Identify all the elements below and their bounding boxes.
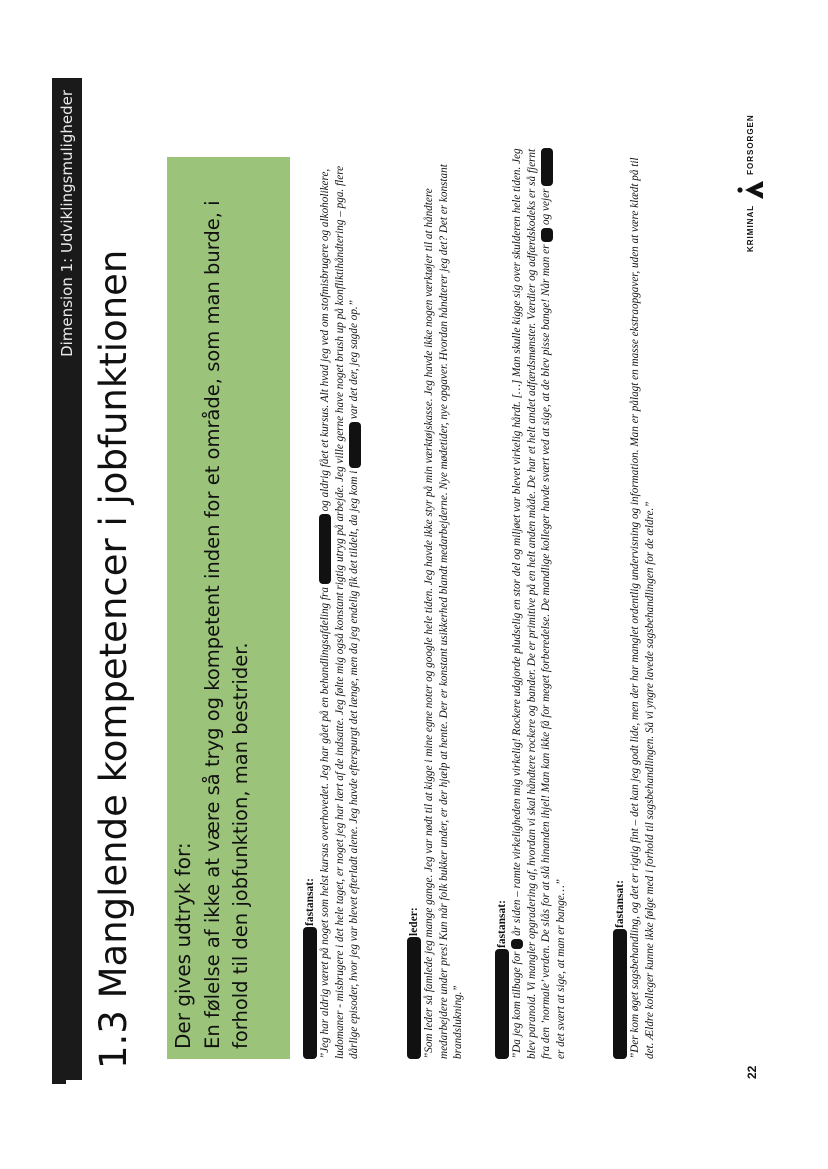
quote-2-role: leder: <box>406 139 422 1059</box>
summary-box <box>167 157 290 1059</box>
summary-statement: En følelse af ikke at være så tryg og kompetent inden for et område, som man burde, i forhold til den jobfunktion, man bestrider. <box>201 200 252 1049</box>
quote-3-role: fastansat: <box>494 139 510 1059</box>
redaction <box>613 929 627 1059</box>
kriminalforsorgen-logo <box>736 114 764 252</box>
quote-1-role: fastansat: <box>302 139 318 1059</box>
redaction <box>495 949 509 1059</box>
redaction <box>407 937 421 1059</box>
redaction <box>541 228 553 242</box>
quote-4-role: fastansat: <box>612 139 628 1059</box>
logo-emblem-icon <box>736 178 764 202</box>
logo-text-right: FORSORGEN <box>745 114 755 175</box>
redaction <box>349 422 361 468</box>
header-dimension-label: Dimension 1: Udviklingsmuligheder <box>58 90 76 357</box>
logo-text-left: KRIMINAL <box>745 204 755 252</box>
quote-1-text: ”Jeg har aldrig været på noget som helst kursus overhovedet. Jeg har gået på en behandlingsafdeling fra og aldrig fået et kursus. Alt hvad jeg ved om stofmisbrugere og alkoholikere, ludomaner - misbrugere i det hele taget, er noget jeg har lært af de indsatte. Jeg følte mig også konstant rigtig utryg på arbejde. Jeg ville gerne have noget brush up på konfliktihåndtering – pga. flere dårlige episoder, hvor jeg var blevet efterladt alene. Jeg havde efterspurgt det længe, men da jeg endelig fik det tildelt, da jeg kom i var det der, jeg sagde op.” <box>319 165 361 1059</box>
redaction <box>319 514 331 584</box>
redaction <box>303 927 317 1059</box>
page-number: 22 <box>745 1065 759 1079</box>
redaction <box>541 148 553 186</box>
quote-3-text: ”Da jeg kom tilbage for år siden – ramte virkeligheden mig virkelig! Rockere udgjorde pludselig en stor del og miljøet var blevet virkelig hårdt. […] Man skulle kigge sig over skulderen hele tiden. Jeg blev paranoid. Vi mangler opgradering af, hvordan vi skal håndtere rockere og bander. De er primitive på en helt anden måde. De har et helt andet adfærdsmønster. Værdier og adfærdskodeks er så fjernt fra den ’normale’ verden. De slås for at slå hinanden ihjel! Man kan ikke få for meget forberedelse. De mandlige kolleger havde svært ved at sige, at de blev pisse bange! Når man er og vejer er det svært at sige, at man er bange…” <box>511 148 567 1059</box>
header-notch <box>66 1080 82 1084</box>
quote-1 <box>302 139 362 1059</box>
redaction <box>511 939 523 949</box>
quote-3 <box>494 139 568 1059</box>
quote-2-text: ”Som leder så famlede jeg mange gange. Jeg var nødt til at kigge i mine egne noter og google hele tiden. Jeg havde ikke styr på min værktøjskasse. Jeg havde ikke nogen værktøjer til at håndtere medarbejdere under pres! Kun når folk bukker under, er der hjælp at hente. Der er konstant usikkerhed blandt medarbejderne. Nye mødetider, nye opgaver. Hvordan håndterer jeg det? Det er konstant brandslukning.” <box>423 164 465 1059</box>
quote-2 <box>406 139 466 1059</box>
quote-4-text: ”Der kom øget sagsbehandling, og det er rigtig fint – det kan jeg godt lide, men der har manglet ordentlig undervisning og information. Man er pålagt en masse ekstraopgaver, uden at være klædt på til det. Ældre kolleger kunne ikke følge med i forhold til sagsbehandlingen. Så vi yngre lavede sagsbehandlingen for de ældre.” <box>629 157 656 1059</box>
summary-lead: Der gives udtryk for: <box>171 842 195 1049</box>
quote-4 <box>612 139 657 1059</box>
slide-title: 1.3 Manglende kompetencer i jobfunktionen <box>92 249 135 1069</box>
